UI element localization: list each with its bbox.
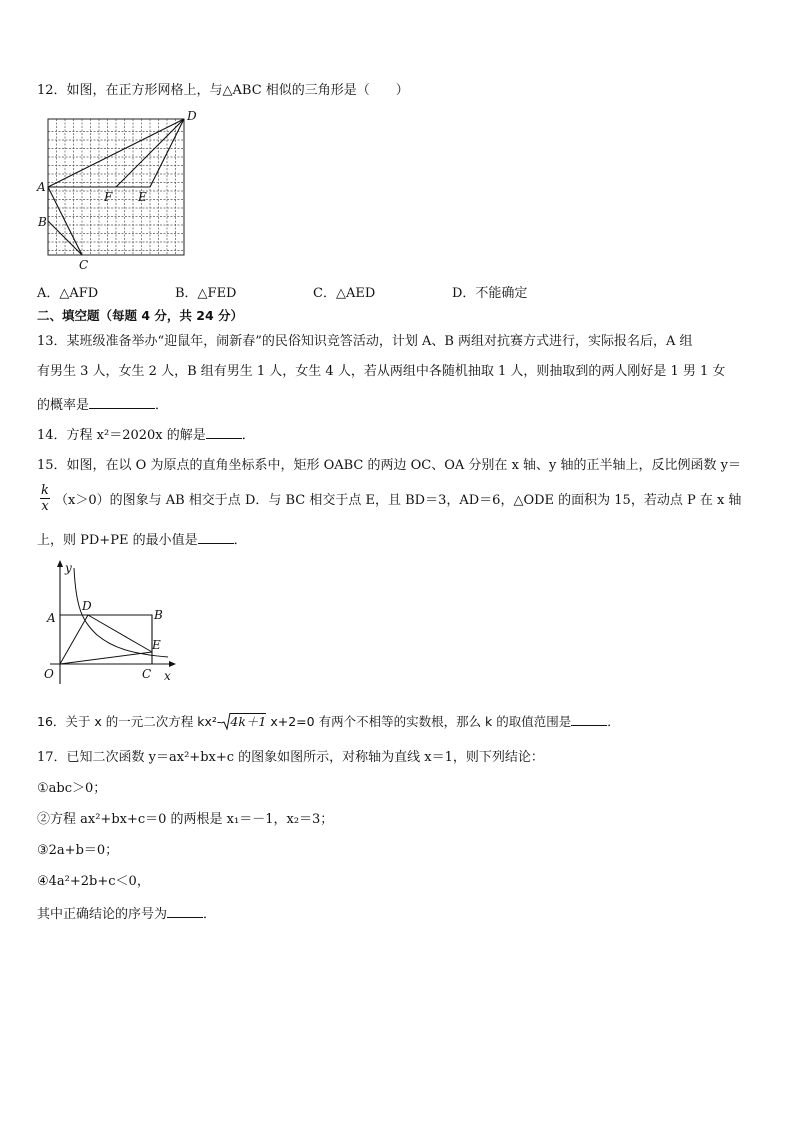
q17-item-2: ②方程 ax²+bx+c＝0 的两根是 x₁＝－1，x₂＝3； [37,812,334,827]
q14-text: 14．方程 x²＝2020x 的解是 [37,428,206,443]
q16-radical [221,713,266,731]
q15-label-B: B [154,608,163,622]
q16-text-b: x+2=0 有两个不相等的实数根，那么 k 的取值范围是 [266,714,572,729]
q12-option-a: A．△AFD [37,286,99,301]
q12-label-F: F [104,190,113,204]
q15-frac-den: x [41,499,49,514]
q12-option-d: D．不能确定 [452,286,528,301]
q17-item-1: ①abc＞0； [37,781,107,796]
q12-label-E: E [138,190,147,204]
q15-answer-blank[interactable] [198,530,234,544]
q12-label-D: D [187,109,197,123]
q16-radicand: 4k＋1 [230,714,267,729]
q17-answer-blank[interactable] [167,904,203,918]
q15-label-E: E [152,638,161,652]
q15-label-C: C [142,667,152,681]
q15-coordinate-figure [36,558,186,686]
q17-tail-end: ． [203,907,217,922]
q15-label-O: O [44,667,54,681]
q14-answer-blank[interactable] [206,425,242,439]
q13-line3-text: 的概率是 [37,398,90,413]
q15-label-D: D [82,599,92,613]
q12-label-B: B [38,215,47,229]
q17-tail-text: 其中正确结论的序号为 [37,907,168,922]
q15-line1: 15．如图，在以 O 为原点的直角坐标系中，矩形 OABC 的两边 OC、OA 分别在 x 轴、y 轴的正半轴上，反比例函数 y＝ [37,458,741,473]
q12-stem: 12．如图，在正方形网格上，与△ABC 相似的三角形是（ ） [37,83,409,98]
q16-text-a: 16．关于 x 的一元二次方程 kx²- [37,714,222,729]
section2-heading: 二、填空题（每题 4 分，共 24 分） [37,308,244,323]
q15-line3-text: 上，则 PD+PE 的最小值是 [37,533,198,548]
q12-label-C: C [79,258,89,272]
q13-line1: 13．某班级准备举办“迎鼠年，闹新春”的民俗知识竞答活动，计划 A、B 两组对抗赛方式进行，实际报名后，A 组 [37,334,693,349]
q17-item-3: ③2a+b＝0； [37,843,119,858]
q15-label-y: y [65,561,72,575]
q16-line [37,712,620,731]
q12-grid-figure [30,105,210,275]
q14-line [37,425,255,445]
q16-answer-blank[interactable] [571,712,607,726]
q14-end: ． [241,428,255,443]
q15-line3 [37,530,247,550]
q15-frac-num: k [41,483,49,498]
q12-option-b: B．△FED [175,286,237,301]
q12-option-c: C．△AED [313,286,376,301]
q16-end: ． [607,714,620,729]
q12-label-A: A [37,180,46,194]
q15-fraction [40,483,50,514]
q13-line2: 有男生 3 人，女生 2 人，B 组有男生 1 人，女生 4 人，若从两组中各随机抽取 1 人，则抽取到的两人刚好是 1 男 1 女 [37,364,726,379]
q17-tail [37,904,216,924]
q15-line2: （x＞0）的图象与 AB 相交于点 D．与 BC 相交于点 E，且 BD＝3，AD＝6，△ODE 的面积为 15，若动点 P 在 x 轴 [55,493,742,508]
q15-label-A: A [47,611,56,625]
q17-stem: 17．已知二次函数 y＝ax²+bx+c 的图象如图所示，对称轴为直线 x＝1，则下列结论： [37,750,544,765]
q13-line3 [37,395,168,415]
q13-answer-blank[interactable] [89,395,155,409]
q13-line3-end: ． [155,398,169,413]
q15-line3-end: ． [233,533,247,548]
q17-item-4: ④4a²+2b+c＜0， [37,874,150,889]
q15-label-x: x [164,669,171,683]
